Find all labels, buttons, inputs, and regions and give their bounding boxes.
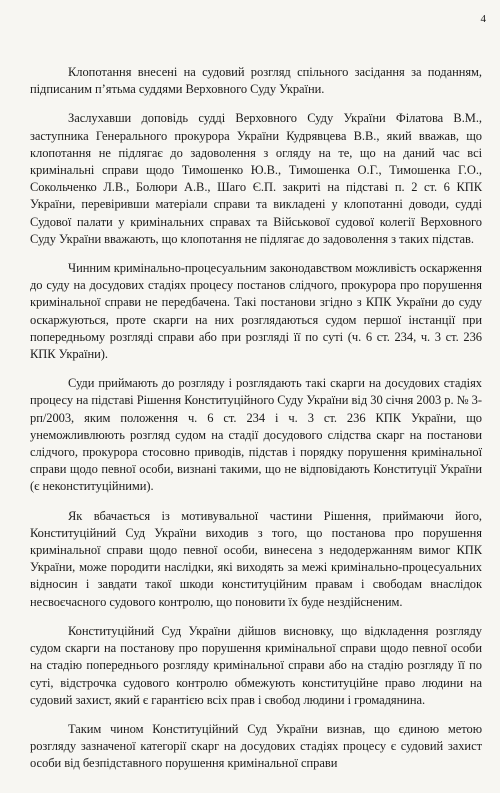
page-number: 4 [480,13,486,25]
paragraph-submission: Клопотання внесені на судовий розгляд спільного засідання за поданням, підписаним п’ятьма суддями Верховного Суду України. [30,65,482,97]
paragraph-recognition: Таким чином Конституційний Суд України визнав, що єдиною метою розгляду зазначеної категорії скарг на досудових стадіях процесу є судовий захист особи від безпідставного порушення кримінальної справи [30,721,482,771]
document-body [30,64,482,785]
paragraph-hearing: Заслухавши доповідь судді Верховного Суду України Філатова В.М., заступника Генерального прокурора України Кудрявцева В.В., який вважав, що клопотання не підлягає до задоволення з огляду на те, що на даний час всі кримінальні справи щодо Тимошенко Ю.В., Тимошенка О.Г., Тимошенка Г.О., Сокольченко Л.В., Болюри А.В., Шаго Є.П. закриті на підставі п. 2 ст. 6 КПК України, перевіривши матеріали справи та викладені у клопотанні доводи, судді Судової палати у кримінальних справах та Військової судової колегії Верховного Суду України вважають, що клопотання не підлягає до задоволення з таких підстав. [30,111,482,246]
paragraph-court-acceptance: Суди приймають до розгляду і розглядають такі скарги на досудових стадіях процесу на підставі Рішення Конституційного Суду України від 30 січня 2003 р. № 3-рп/2003, яким положення ч. 6 ст. 234 і ч. 3 ст. 236 КПК України, що унеможливлюють розгляд судом на стадії досудового слідства скарг на постанови слідчого, прокурора стосовно приводів, підстав і порядку порушення кримінальної справи щодо певної особи, визнані такими, що не відповідають Конституції України (є неконституційними). [30,376,482,494]
paragraph-conclusion: Конституційний Суд України дійшов висновку, що відкладення розгляду судом скарги на постанову про порушення кримінальної справи щодо певної особи на стадію попереднього розгляду кримінальної справи або на стадію розгляду її по суті, відстрочка судового контролю обмежують конституційне право людини на судовий захист, який є гарантією всіх прав і свобод людини і громадянина. [30,623,482,707]
paragraph-motivation: Як вбачається із мотивувальної частини Рішення, приймаючи його, Конституційний Суд України виходив з того, що постанова про порушення кримінальної справи щодо певної особи, винесена з недодержанням вимог КПК України, може породити наслідки, які виходять за межі кримінально-процесуальних відносин і завдати такої шкоди конституційним правам і свободам внаслідок несвоєчасного судового контролю, що поновити їх буде нездійсненим. [30,508,482,609]
paragraph-legislation: Чинним кримінально-процесуальним законодавством можливість оскарження до суду на досудових стадіях процесу постанов слідчого, прокурора про порушення кримінальної справи не передбачена. Такі постанови згідно з КПК України до суду оскаржуються, проте скарги на них розглядаються судом першої інстанції при попередньому розгляді справи або при розгляді її по суті (ч. 6 ст. 234, ч. 3 ст. 236 КПК України). [30,261,482,362]
